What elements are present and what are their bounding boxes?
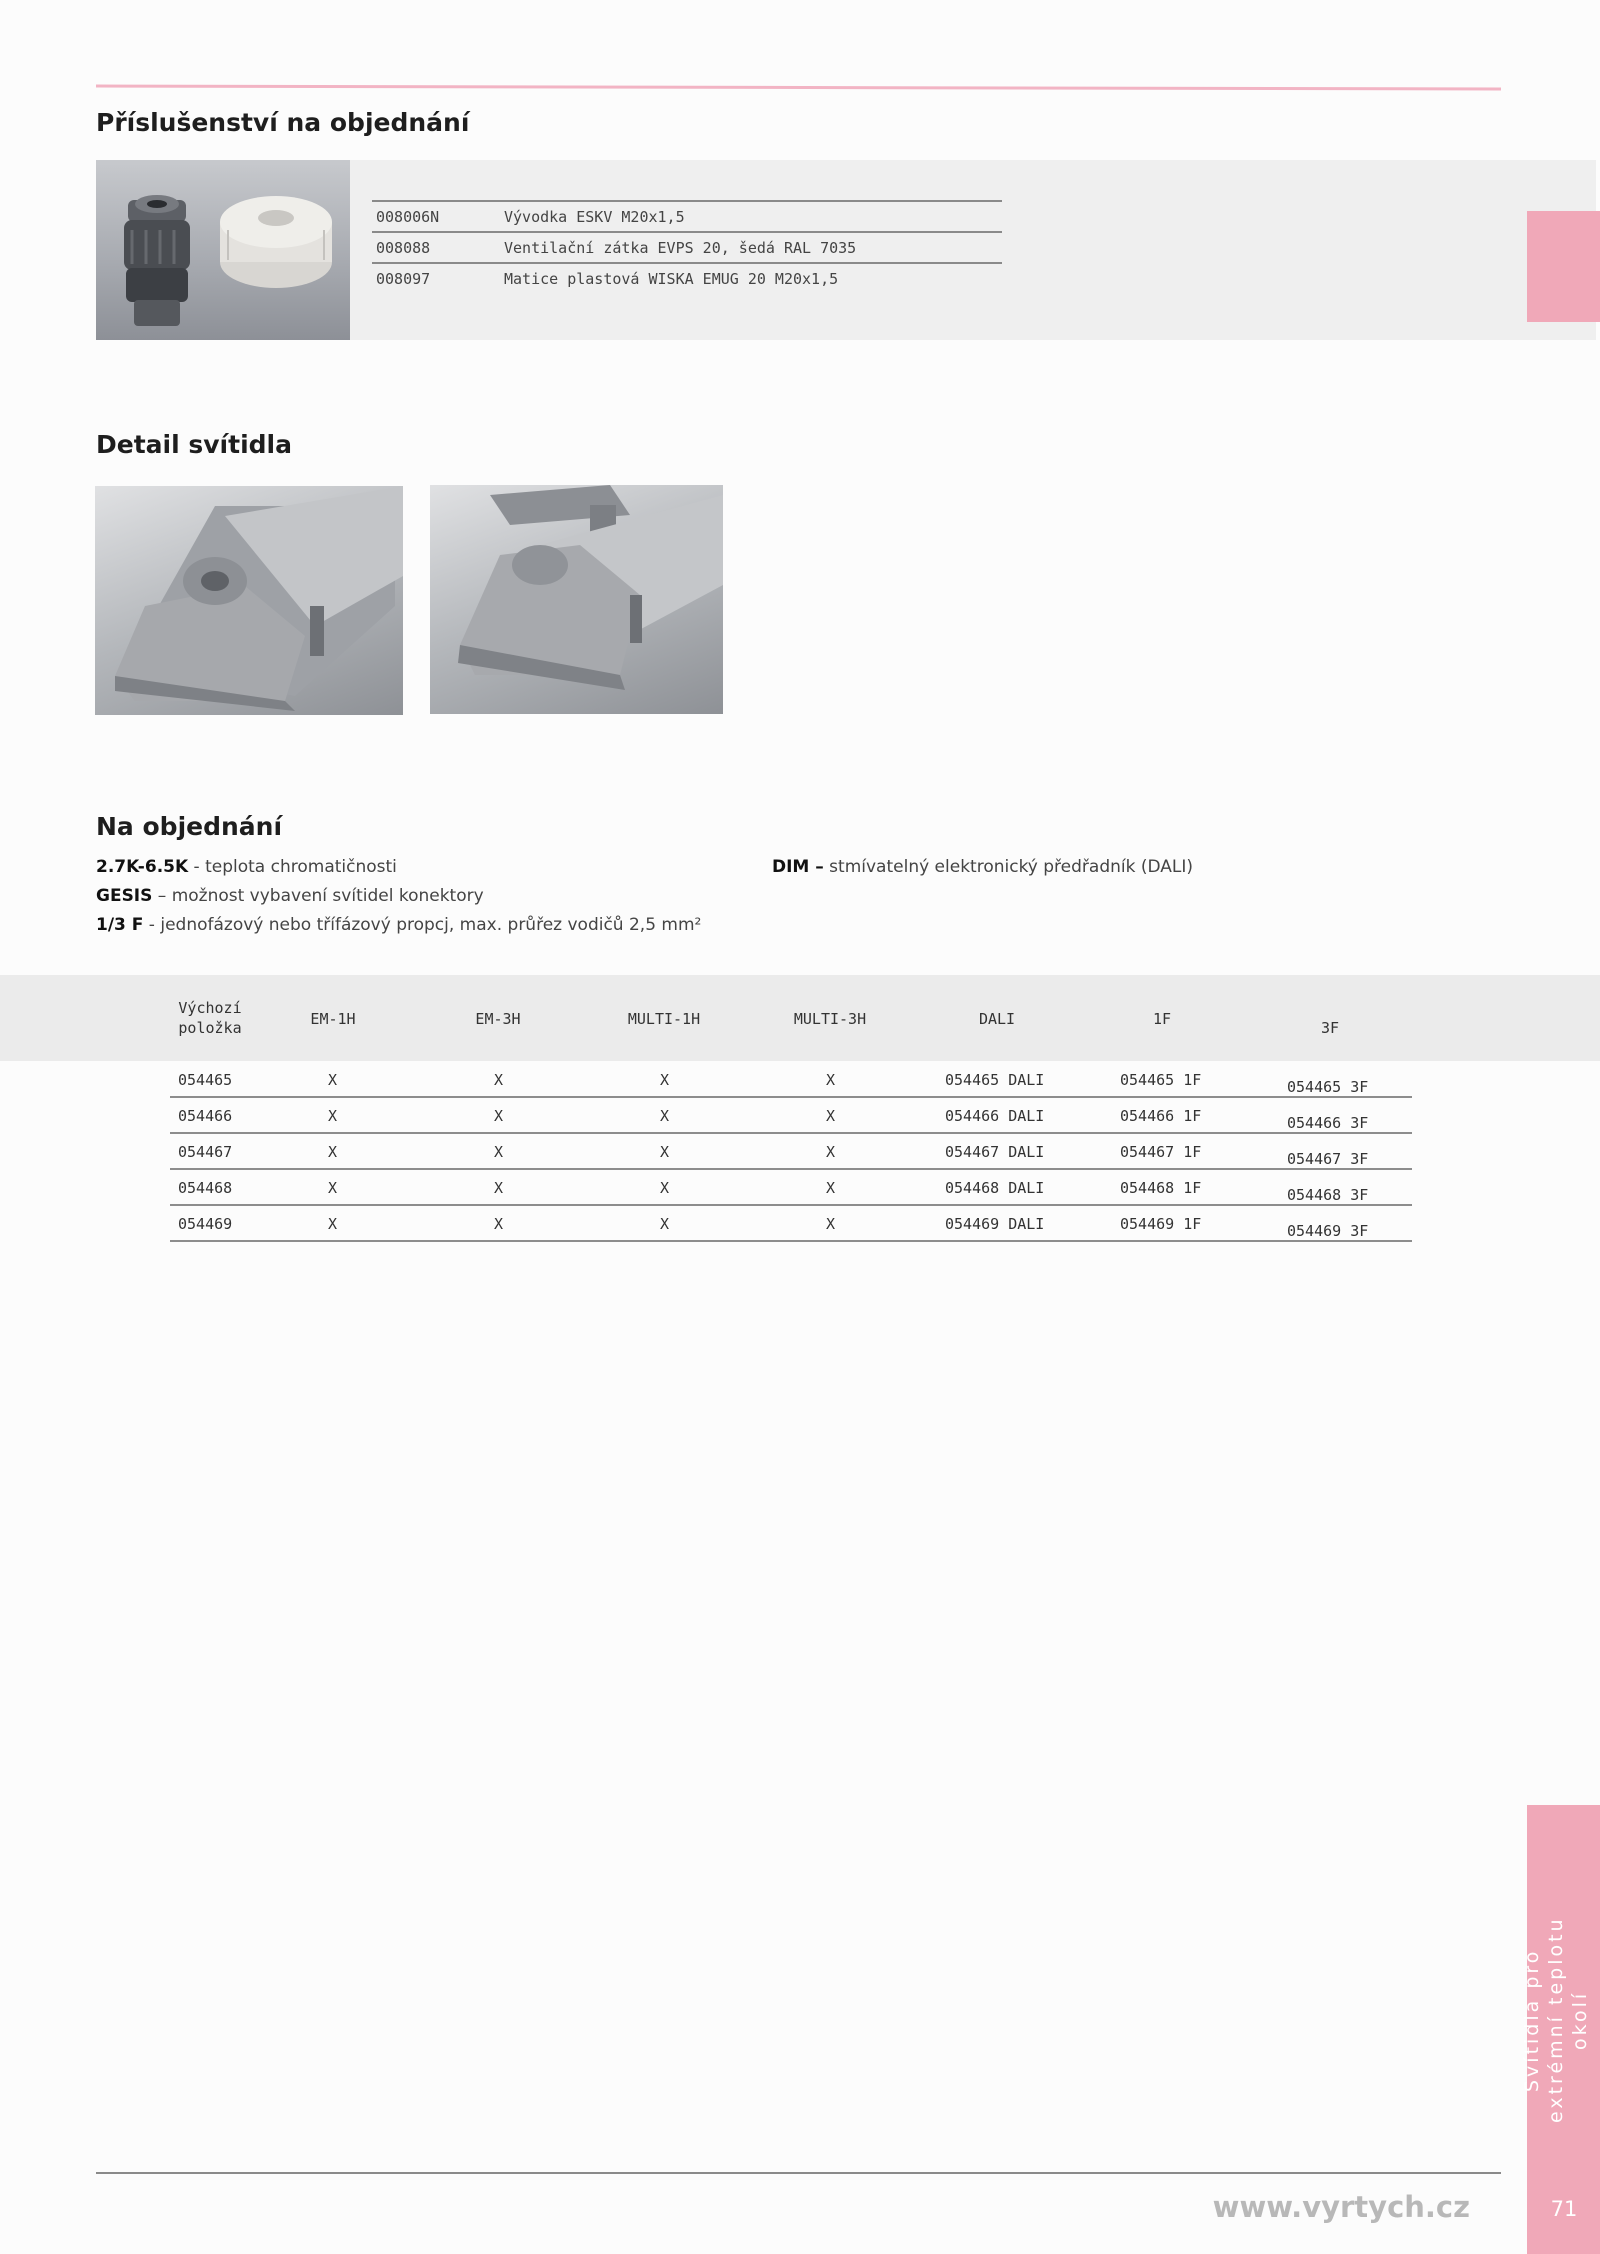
accessories-title: Příslušenství na objednání	[96, 108, 470, 137]
base-item: 054467	[178, 1143, 233, 1161]
detail-title: Detail svítidla	[96, 430, 292, 459]
multi-1h-cell: X	[660, 1143, 670, 1161]
column-header: 1F	[1152, 1010, 1172, 1028]
multi-3h-cell: X	[826, 1143, 836, 1161]
em-1h-cell: X	[328, 1179, 338, 1197]
accessory-row	[372, 264, 1002, 293]
legend-item: 1/3 F - jednofázový nebo třífázový propcj, max. průřez vodičů 2,5 mm²	[96, 915, 702, 935]
multi-1h-cell: X	[660, 1215, 670, 1233]
em-3h-cell: X	[494, 1143, 504, 1161]
accessory-description: Ventilační zátka EVPS 20, šedá RAL 7035	[504, 238, 857, 257]
accessory-code: 008006N	[376, 207, 440, 226]
accessory-code: 008097	[376, 269, 431, 288]
legend-left	[96, 853, 796, 940]
section-tab-marker	[1527, 211, 1600, 322]
em-1h-cell: X	[328, 1215, 338, 1233]
multi-1h-cell: X	[660, 1107, 670, 1125]
column-header: 3F	[1320, 1019, 1340, 1037]
dali-cell: 054465 DALI	[945, 1071, 1045, 1089]
em-3h-cell: X	[494, 1215, 504, 1233]
multi-1h-cell: X	[660, 1071, 670, 1089]
table-row	[170, 1062, 1412, 1098]
column-header: MULTI-3H	[793, 1010, 867, 1028]
1f-cell: 054465 1F	[1120, 1071, 1202, 1089]
3f-cell: 054468 3F	[1287, 1186, 1369, 1204]
footer-divider	[96, 2172, 1501, 2174]
dali-cell: 054466 DALI	[945, 1107, 1045, 1125]
base-item: 054465	[178, 1071, 233, 1089]
em-3h-cell: X	[494, 1179, 504, 1197]
dali-cell: 054467 DALI	[945, 1143, 1045, 1161]
table-row	[170, 1206, 1412, 1242]
footer-url[interactable]: www.vyrtych.cz	[1212, 2190, 1470, 2224]
accessory-row	[372, 233, 1002, 264]
multi-3h-cell: X	[826, 1071, 836, 1089]
detail-photo-mounting-bracket	[430, 485, 723, 714]
3f-cell: 054466 3F	[1287, 1114, 1369, 1132]
accessories-photo	[96, 160, 350, 340]
table-row	[170, 1134, 1412, 1170]
legend-item: DIM – stmívatelný elektronický předřadník (DALI)	[772, 857, 1194, 877]
em-1h-cell: X	[328, 1071, 338, 1089]
legend-item: GESIS – možnost vybavení svítidel konektory	[96, 886, 484, 906]
multi-3h-cell: X	[826, 1179, 836, 1197]
multi-3h-cell: X	[826, 1215, 836, 1233]
1f-cell: 054468 1F	[1120, 1179, 1202, 1197]
1f-cell: 054466 1F	[1120, 1107, 1202, 1125]
3f-cell: 054469 3F	[1287, 1222, 1369, 1240]
1f-cell: 054467 1F	[1120, 1143, 1202, 1161]
dali-cell: 054468 DALI	[945, 1179, 1045, 1197]
accessory-row	[372, 200, 1002, 233]
em-3h-cell: X	[494, 1107, 504, 1125]
accessory-code: 008088	[376, 238, 431, 257]
legend-right	[772, 853, 1372, 882]
3f-cell: 054465 3F	[1287, 1078, 1369, 1096]
chapter-side-label: Svítidla pro extrémní teplotu okolí	[1521, 1916, 1591, 2124]
multi-3h-cell: X	[826, 1107, 836, 1125]
order-title: Na objednání	[96, 812, 283, 841]
base-item: 054468	[178, 1179, 233, 1197]
dali-cell: 054469 DALI	[945, 1215, 1045, 1233]
em-1h-cell: X	[328, 1107, 338, 1125]
em-3h-cell: X	[494, 1071, 504, 1089]
order-table	[170, 1062, 1412, 1242]
1f-cell: 054469 1F	[1120, 1215, 1202, 1233]
accessory-description: Vývodka ESKV M20x1,5	[504, 207, 685, 226]
column-header: EM-1H	[310, 1010, 356, 1028]
em-1h-cell: X	[328, 1143, 338, 1161]
legend-item: 2.7K-6.5K - teplota chromatičnosti	[96, 857, 397, 877]
top-divider	[96, 85, 1501, 91]
column-header: Výchozí položka	[178, 999, 242, 1037]
base-item: 054466	[178, 1107, 233, 1125]
column-header: MULTI-1H	[627, 1010, 701, 1028]
multi-1h-cell: X	[660, 1179, 670, 1197]
page-number: 71	[1550, 2197, 1578, 2221]
table-row	[170, 1098, 1412, 1134]
detail-photo-end-cap	[95, 486, 403, 715]
accessories-table	[372, 200, 1002, 293]
column-header: EM-3H	[475, 1010, 521, 1028]
table-row	[170, 1170, 1412, 1206]
base-item: 054469	[178, 1215, 233, 1233]
3f-cell: 054467 3F	[1287, 1150, 1369, 1168]
accessory-description: Matice plastová WISKA EMUG 20 M20x1,5	[504, 269, 839, 288]
column-header: DALI	[978, 1010, 1016, 1028]
